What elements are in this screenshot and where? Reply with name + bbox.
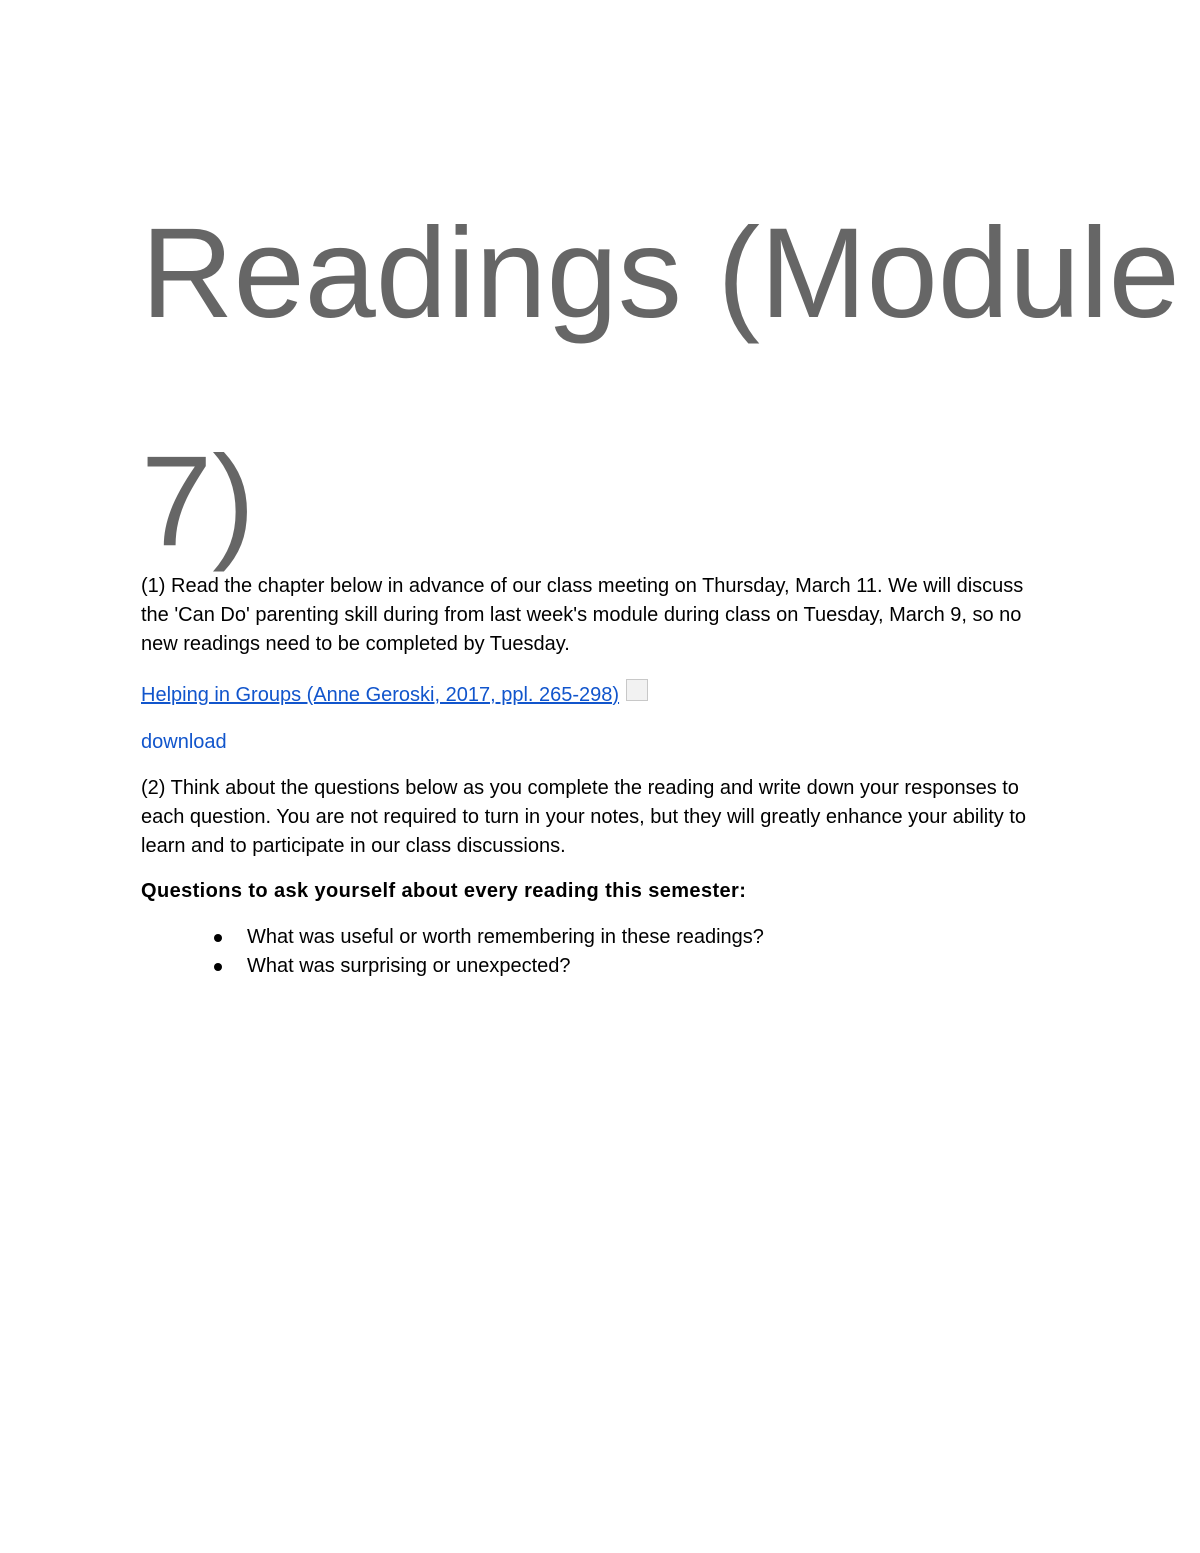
bullet-icon — [214, 963, 222, 971]
reading-link-row — [141, 681, 648, 710]
instructions-paragraph-2: (2) Think about the questions below as you complete the reading and write down your responses to each question. You are not required to turn in your notes, but they will greatly enhance your ability to learn and to participate in our class discussions. — [141, 777, 1026, 857]
questions-heading: Questions to ask yourself about every reading this semester: — [141, 880, 747, 902]
download-row — [141, 728, 227, 757]
reading-link[interactable]: Helping in Groups (Anne Geroski, 2017, ppl. 265-298) — [141, 684, 620, 706]
title-line-2: 7) — [141, 430, 255, 573]
question-text: What was useful or worth remembering in these readings? — [247, 926, 764, 948]
question-text: What was surprising or unexpected? — [247, 955, 571, 977]
list-item — [213, 923, 764, 952]
bullet-icon — [214, 934, 222, 942]
instructions-paragraph-1: (1) Read the chapter below in advance of our class meeting on Thursday, March 11. We will discuss the 'Can Do' parenting skill during from last week's module during class on Tuesday, March 9, so no new readings need to be completed by Tuesday. — [141, 575, 1024, 655]
title-line-1: Readings (Module — [141, 202, 1180, 345]
list-item — [213, 952, 764, 981]
download-link[interactable]: download — [141, 731, 227, 753]
questions-list — [213, 923, 764, 981]
broken-image-icon — [626, 679, 648, 701]
page-title — [141, 160, 1180, 616]
